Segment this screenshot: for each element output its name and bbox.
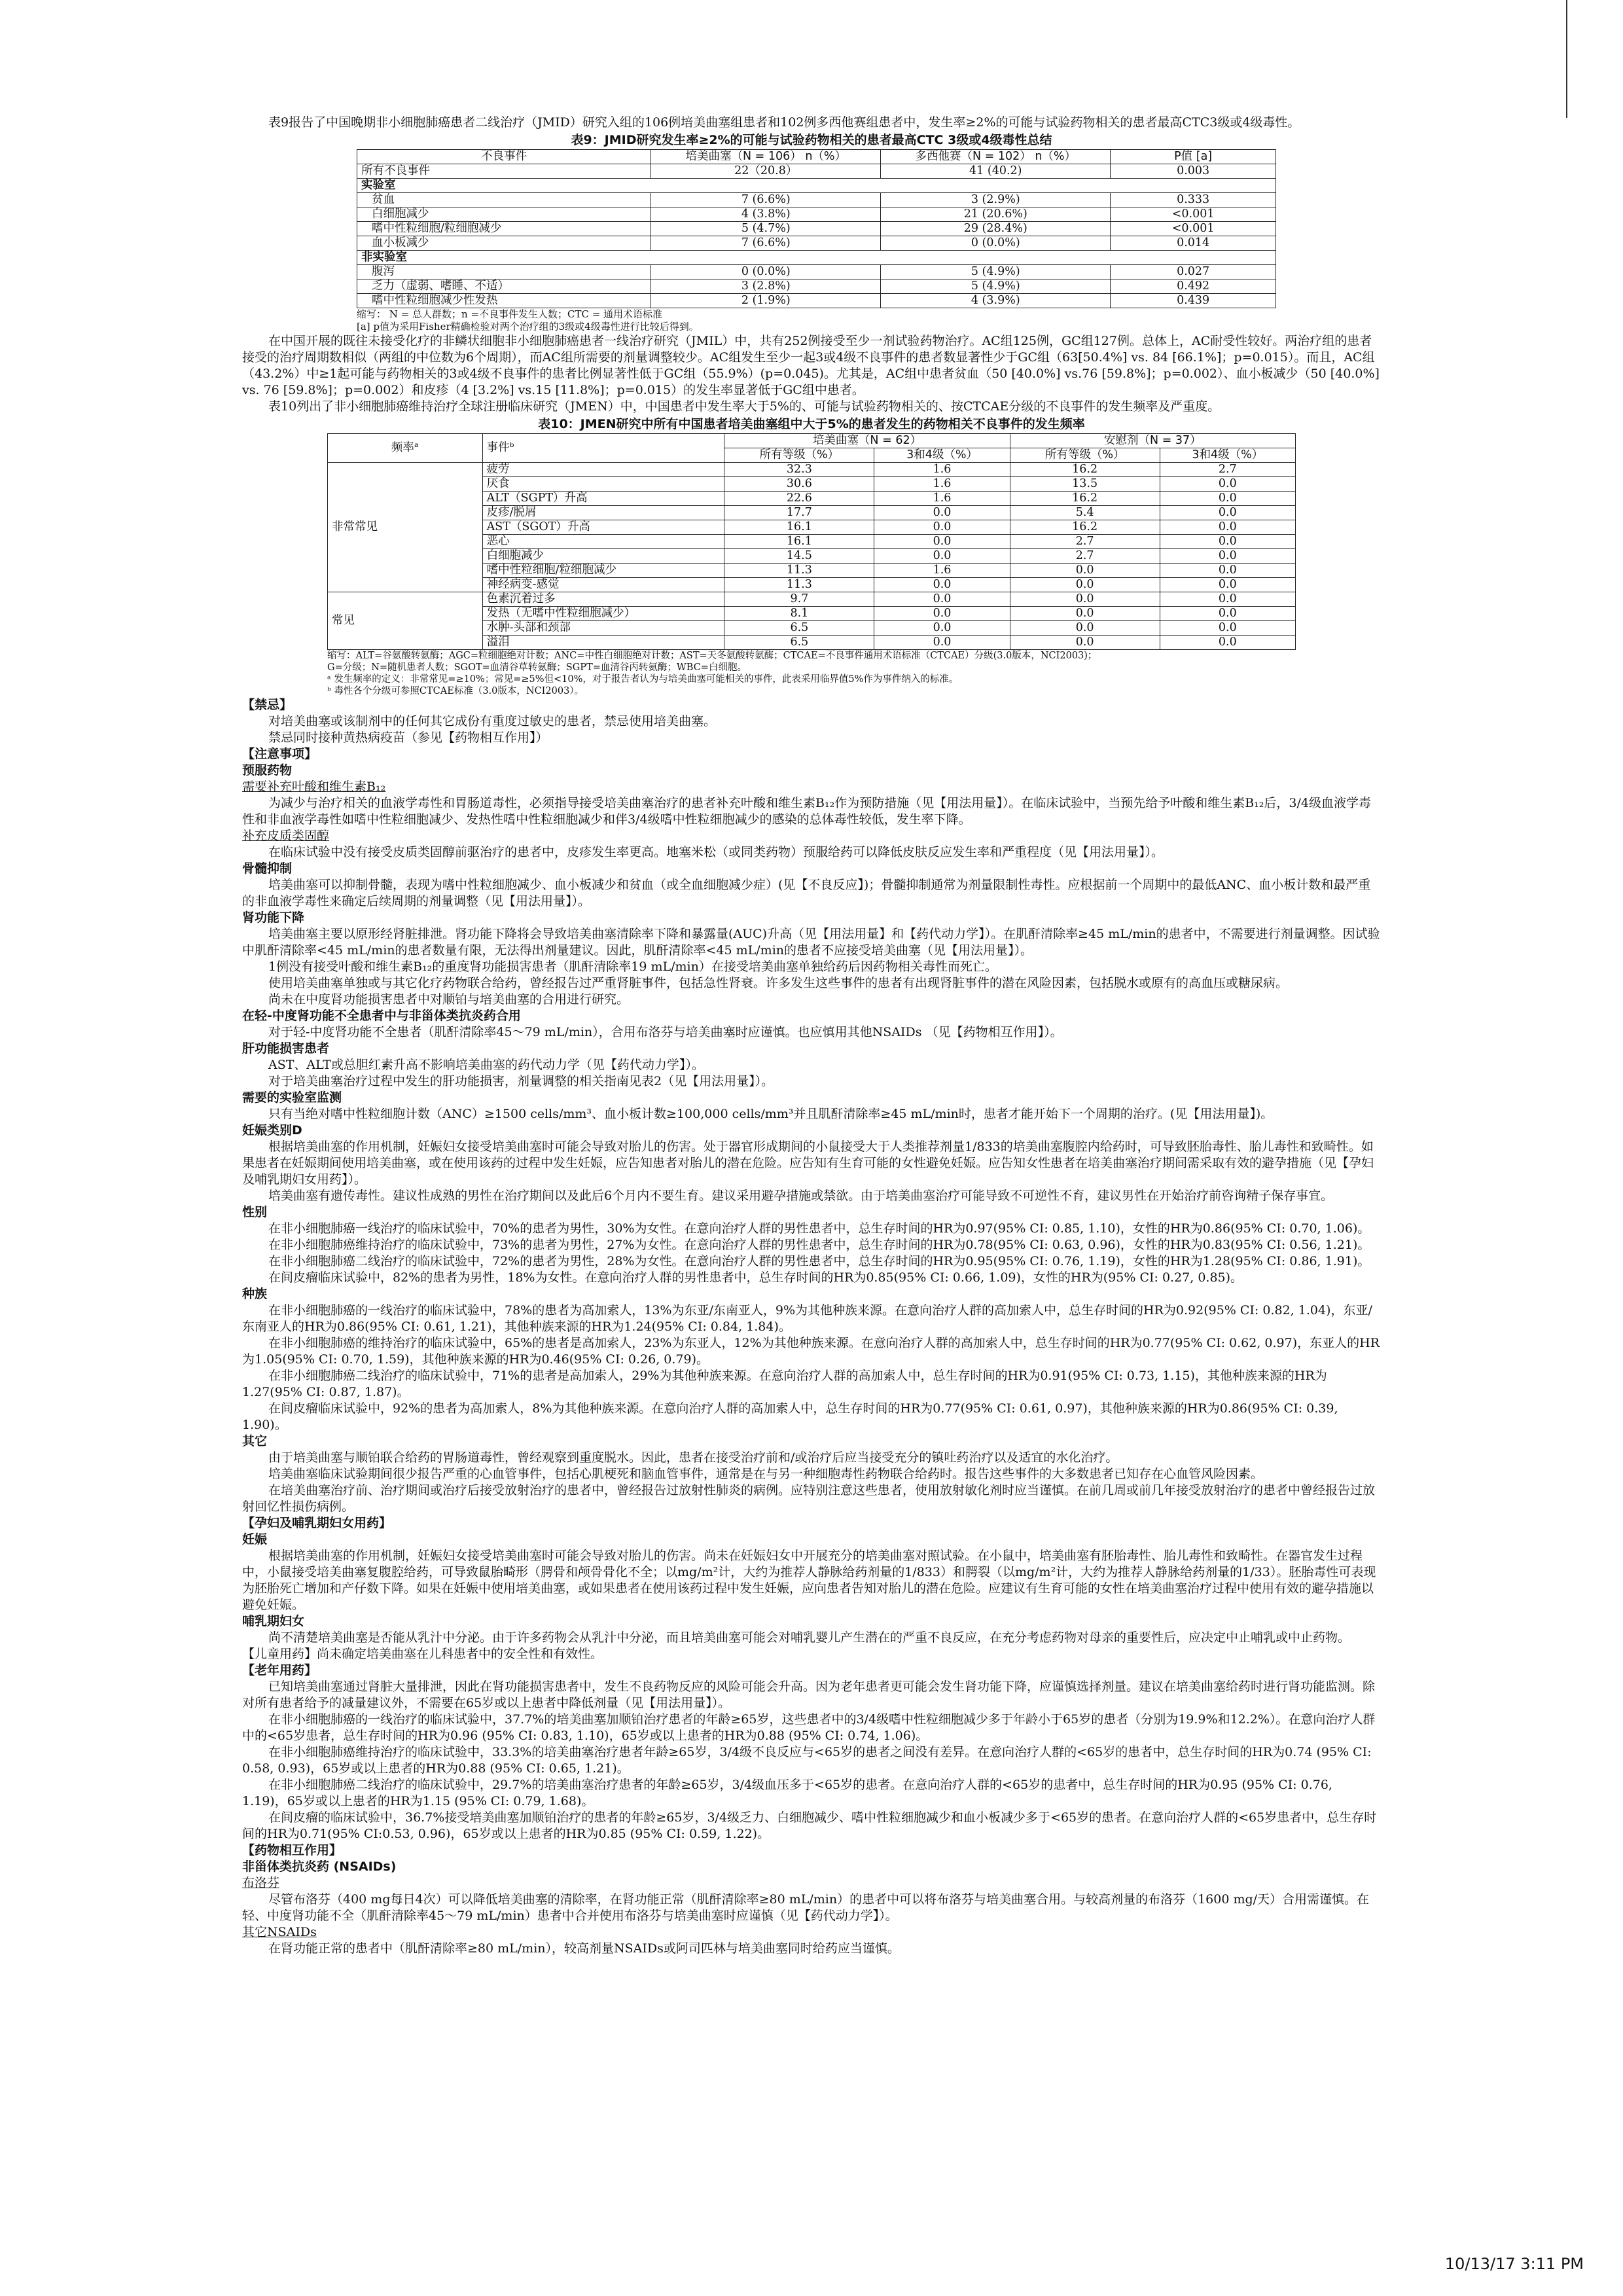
paragraph: 表10列出了非小细胞肺癌维持治疗全球注册临床研究（JMEN）中，中国患者中发生率大于5%的、可能与试验药物相关的、按CTCAE分级的不良事件的发生频率及严重度。 [268,399,1221,414]
table10-notes [242,650,1381,697]
table9-event-cell: 白细胞减少 [357,207,651,222]
paragraph: 1例没有接受叶酸和维生素B₁₂的重度肾功能损害患者（肌酐清除率19 mL/min）在接受培美曲塞单独给药后因药物相关毒性而死亡。 [268,960,997,974]
table9-row [357,265,1276,279]
table10-value-cell: 0.0 [1160,477,1295,492]
table9-value-cell: 4 (3.9%) [881,294,1111,308]
table10-value-cell: 0.0 [874,607,1010,621]
table9-value-cell: 2 (1.9%) [651,294,881,308]
table10-value-cell: 0.0 [1010,621,1160,636]
subsection-heading: 非甾体类抗炎药 (NSAIDs) [242,1859,397,1874]
subsection-heading: 哺乳期妇女 [242,1614,305,1628]
table9-section-label: 实验室 [357,179,1276,193]
paragraph: 在非小细胞肺癌维持治疗的临床试验中，73%的患者为男性，27%为女性。在意向治疗人群的男性患者中，总生存时间的HR为0.78(95% CI: 0.63, 0.96)，女性的HR为0.83(95% CI: 0.56, 1.21)。 [268,1238,1370,1252]
table9-value-cell: 22（20.8） [651,164,881,179]
table10-value-cell: 16.1 [724,520,874,535]
paragraph: 使用培美曲塞单独或与其它化疗药物联合给药，曾经报告过严重肾脏事件，包括急性肾衰。许多发生这些事件的患者有出现肾脏事件的潜在风险因素，包括脱水或原有的高血压或糖尿病。 [268,976,1289,990]
table10-value-cell: 13.5 [1010,477,1160,492]
table9-event-cell: 所有不良事件 [357,164,651,179]
table9-value-cell: 0.027 [1111,265,1276,279]
table10-value-cell: 1.6 [874,564,1010,578]
table10-value-cell: 16.2 [1010,463,1160,477]
subsection-heading: 妊娠类别D [242,1123,302,1138]
table10-event-cell: AST（SGOT）升高 [482,520,724,535]
subsection-heading: 性别 [242,1205,268,1219]
table9-event-cell: 贫血 [357,193,651,207]
table10-value-cell: 16.1 [724,535,874,549]
subsection-heading: 种族 [242,1287,268,1301]
table10-header-row [328,434,1296,448]
table9-notes [242,308,1381,333]
table9-event-cell: 腹泻 [357,265,651,279]
underlined-subheading: 布洛芬 [242,1876,280,1890]
table10-value-cell: 0.0 [874,636,1010,650]
body-text [242,697,1381,1957]
table10-value-cell: 0.0 [1160,621,1295,636]
table10-value-cell: 16.2 [1010,492,1160,506]
table10-event-cell: 溢泪 [482,636,724,650]
paragraph: 尚未在中度肾功能损害患者中对顺铂与培美曲塞的合用进行研究。 [268,992,630,1007]
section-heading: 【注意事项】 [242,747,317,761]
table10-value-cell: 1.6 [874,492,1010,506]
table10-footnote: ᵇ 毒性各个分级可参照CTCAE标准（3.0版本，NCI2003）。 [327,686,584,696]
table10-value-cell: 0.0 [1160,607,1295,621]
table9-header: P值 [a] [1111,150,1276,164]
table9-event-cell: 乏力（虚弱、嗜睡、不适） [357,279,651,294]
table10-body [328,463,1296,650]
table10-value-cell: 0.0 [1160,492,1295,506]
table10-row [328,463,1296,477]
subsection-heading: 在轻-中度肾功能不全患者中与非甾体类抗炎药合用 [242,1009,521,1023]
table10-value-cell: 17.7 [724,506,874,520]
table9-body [357,164,1276,308]
table10-event-cell: 疲劳 [482,463,724,477]
table10-value-cell: 0.0 [1010,578,1160,592]
table10-value-cell: 30.6 [724,477,874,492]
table9-value-cell: 0 (0.0%) [881,236,1111,251]
table10-value-cell: 32.3 [724,463,874,477]
subsection-heading: 肾功能下降 [242,910,305,925]
table10-value-cell: 0.0 [874,578,1010,592]
table9-row [357,294,1276,308]
table9-row [357,179,1276,193]
paragraph: 对于培美曲塞治疗过程中发生的肝功能损害，剂量调整的相关指南见表2（见【用法用量】）。 [268,1074,774,1088]
paragraph: 在非小细胞肺癌一线治疗的临床试验中，70%的患者为男性，30%为女性。在意向治疗人群的男性患者中，总生存时间的HR为0.97(95% CI: 0.85, 1.10)，女性的HR为0.86(95% CI: 0.70, 1.06)。 [268,1221,1370,1236]
table10-event-cell: 水肿-头部和颈部 [482,621,724,636]
table9-event-cell: 嗜中性粒细胞减少性发热 [357,294,651,308]
table9-value-cell: <0.001 [1111,222,1276,236]
paragraph: 对于轻-中度肾功能不全患者（肌酐清除率45～79 mL/min），合用布洛芬与培美曲塞时应谨慎。也应慎用其他NSAIDs （见【药物相互作用】）。 [268,1025,1063,1039]
underlined-subheading: 补充皮质类固醇 [242,829,330,843]
paragraph: 在非小细胞肺癌二线治疗的临床试验中，71%的患者是高加索人，29%为其他种族来源。在意向治疗人群的高加索人中，总生存时间的HR为0.91(95% CI: 0.73, 1.15)，其他种族来源的HR为1.27(95% CI: 0.87, 1.87)。 [242,1369,1327,1399]
table10-header-frequency: 频率ᵃ [328,434,483,463]
table9-value-cell: 0.003 [1111,164,1276,179]
table10-value-cell: 6.5 [724,621,874,636]
table10-header-grade34: 3和4级（%） [874,448,1010,463]
table9-event-cell: 血小板减少 [357,236,651,251]
table10-footnote: ᵃ 发生频率的定义：非常常见=≥10%；常见=≥5%但<10%，对于报告者认为与培美曲塞可能相关的事件，此表采用临界值5%作为事件纳入的标准。 [327,674,959,685]
table9-value-cell: 0.014 [1111,236,1276,251]
paragraph: 在非小细胞肺癌的一线治疗的临床试验中，78%的患者为高加索人，13%为东亚/东南亚人，9%为其他种族来源。在意向治疗人群的高加索人中，总生存时间的HR为0.92(95% CI: 0.82, 1.04)，东亚/东南亚人的HR为0.86(95% CI: 0.61, 1.21)，其他种族来源的HR为1.24(95% CI: 0.84, 1.84)。 [242,1303,1372,1334]
intro-paragraph: 表9报告了中国晚期非小细胞肺癌患者二线治疗（JMID）研究入组的106例培美曲塞组患者和102例多西他赛组患者中，发生率≥2%的可能与试验药物相关的患者最高CTC3级或4级毒性。 [268,115,1300,130]
table9-value-cell: 5 (4.9%) [881,265,1111,279]
table9-row [357,279,1276,294]
table10-value-cell: 0.0 [874,520,1010,535]
table10-event-cell: 嗜中性粒细胞/粒细胞减少 [482,564,724,578]
paragraph: 在间皮瘤临床试验中，92%的患者为高加索人，8%为其他种族来源。在意向治疗人群的高加索人中，总生存时间的HR为0.77(95% CI: 0.61, 0.97)，其他种族来源的HR为0.86(95% CI: 0.39, 1.90)。 [242,1401,1338,1432]
table9-value-cell: 7 (6.6%) [651,236,881,251]
table10-value-cell: 0.0 [874,506,1010,520]
document-page [242,115,1381,1957]
paragraph: 在培美曲塞治疗前、治疗期间或治疗后接受放射治疗的患者中，曾经报告过放射性肺炎的病例。应特别注意这些患者，使用放射敏化剂时应当谨慎。在前几周或前几年接受放射治疗的患者中曾经报告过放射回忆性损伤病例。 [242,1483,1376,1514]
table10-header-grade34: 3和4级（%） [1160,448,1295,463]
table10-event-cell: ALT（SGPT）升高 [482,492,724,506]
table9-footnote: 缩写： N = 总人群数；n =不良事件发生人数；CTC = 通用术语标准 [357,308,663,320]
subsection-heading: 妊娠 [242,1532,268,1547]
table10-value-cell: 0.0 [874,549,1010,564]
subsection-heading: 其它 [242,1434,268,1448]
table10-event-cell: 厌食 [482,477,724,492]
table10-value-cell: 0.0 [1160,535,1295,549]
paragraph: 根据培美曲塞的作用机制，妊娠妇女接受培美曲塞时可能会导致对胎儿的伤害。处于器官形成期间的小鼠接受大于人类推荐剂量1/833的培美曲塞腹腔内给药时，可导致胚胎毒性、胎儿毒性和致畸性。如果患者在妊娠期间使用培美曲塞，或在使用该药的过程中发生妊娠，应告知患者对胎儿的潜在危险。应告知有生育可能的女性避免妊娠。应告知女性患者在培美曲塞治疗期间需采取有效的避孕措施（见【孕妇及哺乳期妇女用药】）。 [242,1139,1374,1187]
table9-value-cell: 0.439 [1111,294,1276,308]
table9-section-label: 非实验室 [357,251,1276,265]
table9-value-cell: 41 (40.2) [881,164,1111,179]
underlined-subheading: 其它NSAIDs [242,1925,317,1939]
table9-value-cell: 21 (20.6%) [881,207,1111,222]
section-heading: 【老年用药】 [242,1663,317,1677]
paragraph: 在非小细胞肺癌二线治疗的临床试验中，29.7%的培美曲塞治疗患者的年龄≥65岁，3/4级血压多于<65岁的患者。在意向治疗人群的<65岁的患者中，总生存时间的HR为0.95 (95% CI: 0.76, 1.19)，65岁或以上患者的HR为1.15 (95% CI: 0.79, 1.68)。 [242,1778,1332,1808]
table10-value-cell: 0.0 [1010,607,1160,621]
table10-value-cell: 0.0 [1010,636,1160,650]
table9-value-cell: 5 (4.9%) [881,279,1111,294]
paragraph: 培美曲塞可以抑制骨髓，表现为嗜中性粒细胞减少、血小板减少和贫血（或全血细胞减少症）(见【不良反应】)；骨髓抑制通常为剂量限制性毒性。应根据前一个周期中的最低ANC、血小板计数和最严重的非血液学毒性来确定后续周期的剂量调整（见【用法用量】）。 [242,878,1371,908]
table10-footnote: G=分级；N=随机患者人数；SGOT=血清谷草转氨酶；SGPT=血清谷丙转氨酶；WBC=白细胞。 [327,662,747,673]
table9-value-cell: 3 (2.9%) [881,193,1111,207]
table10-value-cell: 5.4 [1010,506,1160,520]
paragraph: 在间皮瘤的临床试验中，36.7%接受培美曲塞加顺铂治疗的患者的年龄≥65岁，3/4级乏力、白细胞减少、嗜中性粒细胞减少和血小板减少多于<65岁的患者。在意向治疗人群的<65岁患者中，总生存时间的HR为0.71(95% CI:0.53, 0.96)，65岁或以上患者的HR为0.85 (95% CI: 0.59, 1.22)。 [242,1810,1377,1841]
table10-value-cell: 0.0 [1160,506,1295,520]
table10-value-cell: 0.0 [1010,564,1160,578]
paragraph: 培美曲塞主要以原形经肾脏排泄。肾功能下降将会导致培美曲塞清除率下降和暴露量(AUC)升高（见【用法用量】和【药代动力学】）。在肌酐清除率≥45 mL/min的患者中，不需要进行剂量调整。因试验中肌酐清除率<45 mL/min的患者数量有限，无法得出剂量建议。因此，肌酐清除率<45 mL/min的患者不应接受培美曲塞（见【用法用量】）。 [242,927,1380,958]
paragraph: 在非小细胞肺癌的一线治疗的临床试验中，37.7%的培美曲塞加顺铂治疗患者的年龄≥65岁，这些患者中的3/4级嗜中性粒细胞减少多于年龄小于65岁的患者（分别为19.9%和12.2%）。在意向治疗人群中的<65岁患者，总生存时间的HR为0.96 (95% CI: 0.83, 1.10)，65岁或以上患者的HR为0.88 (95% CI: 0.74, 1.06)。 [242,1712,1376,1743]
paragraph: 只有当绝对嗜中性粒细胞计数（ANC）≥1500 cells/mm³、血小板计数≥100,000 cells/mm³并且肌酐清除率≥45 mL/min时，患者才能开始下一个周期的治疗。(见【用法用量】)。 [268,1107,1274,1121]
table10-value-cell: 11.3 [724,564,874,578]
table10-value-cell: 2.7 [1010,535,1160,549]
paragraph: 根据培美曲塞的作用机制，妊娠妇女接受培美曲塞时可能会导致对胎儿的伤害。尚未在妊娠妇女中开展充分的培美曲塞对照试验。在小鼠中，培美曲塞有胚胎毒性、胎儿毒性和致畸性。在器官发生过程中，小鼠接受培美曲塞复腹腔给药，可导致鼠胎畸形（腭骨和颅骨骨化不全；以mg/m²计，大约为推荐人静脉给药剂量的1/833）和腭裂（以mg/m²计，大约为推荐人静脉给药剂量的1/33）。胚胎毒性可表现为胚胎死亡增加和产仔数下降。如果在妊娠中使用培美曲塞，或如果患者在使用该药过程中发生妊娠，应向患者告知对胎儿的潜在危险。应建议有生育可能的女性在培美曲塞治疗过程中使用有效的避孕措施以避免妊娠。 [242,1549,1376,1612]
table10-value-cell: 14.5 [724,549,874,564]
table9-value-cell: 29 (28.4%) [881,222,1111,236]
table10-value-cell: 9.7 [724,592,874,607]
paragraph: 在非小细胞肺癌维持治疗的临床试验中，33.3%的培美曲塞治疗患者年龄≥65岁，3/4级不良反应与<65岁的患者之间没有差异。在意向治疗人群的<65岁的患者中，总生存时间的HR为0.74 (95% CI: 0.58, 0.93)，65岁或以上患者的HR为0.88 (95% CI: 0.65, 1.21)。 [242,1745,1372,1776]
table10-value-cell: 0.0 [874,535,1010,549]
table10-event-cell: 神经病变-感觉 [482,578,724,592]
table10-value-cell: 0.0 [1160,592,1295,607]
table10-header-pemetrexed: 培美曲塞（N = 62） [724,434,1010,448]
paragraph: 在临床试验中没有接受皮质类固醇前驱治疗的患者中，皮疹发生率更高。地塞米松（或同类药物）预服给药可以降低皮肤反应发生率和严重程度（见【用法用量】）。 [268,845,1164,859]
table10-value-cell: 22.6 [724,492,874,506]
paragraph: 在非小细胞肺癌二线治疗的临床试验中，72%的患者为男性，28%为女性。在意向治疗人群的男性患者中，总生存时间的HR为0.95(95% CI: 0.76, 1.19)，女性的HR为1.28(95% CI: 0.86, 1.91)。 [268,1254,1370,1268]
paragraph: 为减少与治疗相关的血液学毒性和胃肠道毒性，必须指导接受培美曲塞治疗的患者补充叶酸和维生素B₁₂作为预防措施（见【用法用量】）。在临床试验中，当预先给予叶酸和维生素B₁₂后，3/4级血液学毒性和非血液学毒性如嗜中性粒细胞减少、发热性嗜中性粒细胞减少和伴3/4级嗜中性粒细胞减少的感染的总体毒性较低，发生率下降。 [242,796,1371,827]
table10-value-cell: 0.0 [874,592,1010,607]
table9-value-cell: 0.492 [1111,279,1276,294]
table9-value-cell: <0.001 [1111,207,1276,222]
subsection-heading: 骨髓抑制 [242,861,293,876]
table10-header-placebo: 安慰剂（N = 37） [1010,434,1295,448]
table10-event-cell: 白细胞减少 [482,549,724,564]
table9-title: 表9：JMID研究发生率≥2%的可能与试验药物相关的患者最高CTC 3级或4级毒性总结 [571,133,1052,147]
subsection-heading: 预服药物 [242,763,293,778]
paragraph: AST、ALT或总胆红素升高不影响培美曲塞的药代动力学（见【药代动力学】）。 [268,1058,704,1072]
table10-event-cell: 皮疹/脱屑 [482,506,724,520]
section-heading: 【孕妇及哺乳期妇女用药】 [242,1516,392,1530]
table10-header-event: 事件ᵇ [482,434,724,463]
table9-event-cell: 嗜中性粒细胞/粒细胞减少 [357,222,651,236]
subsection-heading: 需要的实验室监测 [242,1090,342,1105]
table10-value-cell: 0.0 [1160,549,1295,564]
table9-value-cell: 0 (0.0%) [651,265,881,279]
paragraph: 在中国开展的既往未接受化疗的非鳞状细胞非小细胞肺癌患者一线治疗研究（JMIL）中，共有252例接受至少一剂试验药物治疗。AC组125例，GC组127例。总体上，AC耐受性较好。两治疗组的患者接受的治疗周期数相似（两组的中位数为6个周期），而AC组所需要的剂量调整较少。AC组发生至少一起3或4级不良事件的患者数显著性少于GC组（63[50.4%] vs. 84 [66.1%]；p=0.015）。而且，AC组（43.2%）中≥1起可能与药物相关的3或4级不良事件的患者比例显著性低于GC组（55.9%）(p=0.045)。尤其是，AC组中患者贫血（50 [40.0%] vs.76 [59.8%]；p=0.002）、血小板减少（50 [40.0%] vs. 76 [59.8%]；p=0.002）和皮疹（4 [3.2%] vs.15 [11.8%]；p=0.015）的发生率显著低于GC组中患者。 [242,334,1380,397]
table10-title: 表10：JMEN研究中所有中国患者培美曲塞组中大于5%的患者发生的药物相关不良事件的发生频率 [538,417,1085,431]
table9-header: 不良事件 [357,150,651,164]
table10-value-cell: 0.0 [1160,564,1295,578]
table9-value-cell: 5 (4.7%) [651,222,881,236]
table9-header: 多西他赛（N = 102） n（%） [881,150,1111,164]
table10-value-cell: 1.6 [874,477,1010,492]
table10-frequency-cell: 常见 [328,592,483,650]
table9-header-row [357,150,1276,164]
table9-row [357,193,1276,207]
table10-frequency-cell: 非常常见 [328,463,483,592]
paragraph: 尽管布洛芬（400 mg每日4次）可以降低培美曲塞的清除率，在肾功能正常（肌酐清除率≥80 mL/min）的患者中可以将布洛芬与培美曲塞合用。与较高剂量的布洛芬（1600 mg/天）合用需谨慎。在轻、中度肾功能不全（肌酐清除率45～79 mL/min）患者中合并使用布洛芬与培美曲塞时应谨慎（见【药代动力学】）。 [242,1892,1370,1923]
table10-footnote: 缩写：ALT=谷氨酸转氨酶；AGC=粒细胞绝对计数；ANC=中性白细胞绝对计数；AST=天冬氨酸转氨酶；CTCAE=不良事件通用术语标准（CTCAE）分级(3.0版本，NCI2003)； [327,651,1097,661]
table10-event-cell: 恶心 [482,535,724,549]
table10-value-cell: 2.7 [1160,463,1295,477]
table10-value-cell: 0.0 [874,621,1010,636]
paragraph: 培美曲塞临床试验期间很少报告严重的心血管事件，包括心肌梗死和脑血管事件，通常是在与另一种细胞毒性药物联合给药时。报告这些事件的大多数患者已知存在心血管风险因素。 [268,1467,1264,1481]
table9-value-cell: 4 (3.8%) [651,207,881,222]
section-heading: 【药物相互作用】 [242,1843,342,1857]
paragraph: 在肾功能正常的患者中（肌酐清除率≥80 mL/min），较高剂量NSAIDs或阿司匹林与培美曲塞同时给药应当谨慎。 [268,1941,900,1956]
table9 [357,149,1276,308]
table9-row [357,222,1276,236]
table9-header: 培美曲塞（N = 106） n（%） [651,150,881,164]
paragraph: 已知培美曲塞通过肾脏大量排泄，因此在肾功能损害患者中，发生不良药物反应的风险可能会升高。因为老年患者更可能会发生肾功能下降，应谨慎选择剂量。建议在培美曲塞给药时进行肾功能监测。除对所有患者给予的减量建议外，不需要在65岁或以上患者中降低剂量（见【用法用量】）。 [242,1679,1376,1710]
table10-value-cell: 8.1 [724,607,874,621]
table10-value-cell: 0.0 [1160,578,1295,592]
table10-row [328,592,1296,607]
table9-value-cell: 7 (6.6%) [651,193,881,207]
table10-value-cell: 0.0 [1160,520,1295,535]
table9-value-cell: 3 (2.8%) [651,279,881,294]
subsection-heading: 肝功能损害患者 [242,1041,330,1056]
paragraph: 对培美曲塞或该制剂中的任何其它成份有重度过敏史的患者，禁忌使用培美曲塞。 [268,714,717,728]
paragraph: 由于培美曲塞与顺铂联合给药的胃肠道毒性，曾经观察到重度脱水。因此，患者在接受治疗前和/或治疗后应当接受充分的镇吐药治疗以及适宜的水化治疗。 [268,1450,1118,1465]
table10-header-all-grades: 所有等级（%） [724,448,874,463]
table10 [327,433,1296,650]
table9-row [357,251,1276,265]
table9-row [357,207,1276,222]
table10-value-cell: 1.6 [874,463,1010,477]
underlined-subheading: 需要补充叶酸和维生素B₁₂ [242,780,386,794]
table10-value-cell: 16.2 [1010,520,1160,535]
table9-value-cell: 0.333 [1111,193,1276,207]
scan-edge-line [1566,0,1567,118]
table9-row [357,164,1276,179]
paragraph: 在间皮瘤临床试验中，82%的患者为男性，18%为女性。在意向治疗人群的男性患者中，总生存时间的HR为0.85(95% CI: 0.66, 1.09)，女性的HR为(95% CI: 0.27, 0.85)。 [268,1270,1243,1285]
table10-value-cell: 11.3 [724,578,874,592]
paragraph: 培美曲塞有遗传毒性。建议性成熟的男性在治疗期间以及此后6个月内不要生育。建议采用避孕措施或禁欲。由于培美曲塞治疗可能导致不可逆性不育，建议男性在开始治疗前咨询精子保存事宜。 [268,1189,1334,1203]
table10-value-cell: 0.0 [1010,592,1160,607]
section-heading: 【禁忌】 [242,698,293,712]
table9-footnote: [a] p值为采用Fisher精确检验对两个治疗组的3级或4级毒性进行比较后得到。 [357,321,699,332]
paragraph: 禁忌同时接种黄热病疫苗（参见【药物相互作用】） [268,730,548,745]
table10-header-all-grades: 所有等级（%） [1010,448,1160,463]
table10-value-cell: 2.7 [1010,549,1160,564]
table10-event-cell: 色素沉着过多 [482,592,724,607]
print-timestamp: 10/13/17 3:11 PM [1444,2255,1584,2273]
table9-row [357,236,1276,251]
paragraph: 尚不清楚培美曲塞是否能从乳汁中分泌。由于许多药物会从乳汁中分泌，而且培美曲塞可能会对哺乳婴儿产生潜在的严重不良反应，在充分考虑药物对母亲的重要性后，应决定中止哺乳或中止药物。 [268,1630,1351,1645]
section-inline-paragraph: 【儿童用药】尚未确定培美曲塞在儿科患者中的安全性和有效性。 [242,1647,603,1661]
table10-event-cell: 发热（无嗜中性粒细胞减少） [482,607,724,621]
table10-value-cell: 6.5 [724,636,874,650]
table10-value-cell: 0.0 [1160,636,1295,650]
paragraph: 在非小细胞肺癌的维持治疗的临床试验中，65%的患者是高加索人，23%为东亚人，12%为其他种族来源。在意向治疗人群的高加索人中，总生存时间的HR为0.77(95% CI: 0.62, 0.97)，东亚人的HR为1.05(95% CI: 0.70, 1.59)，其他种族来源的HR为0.46(95% CI: 0.26, 0.79)。 [242,1336,1380,1367]
